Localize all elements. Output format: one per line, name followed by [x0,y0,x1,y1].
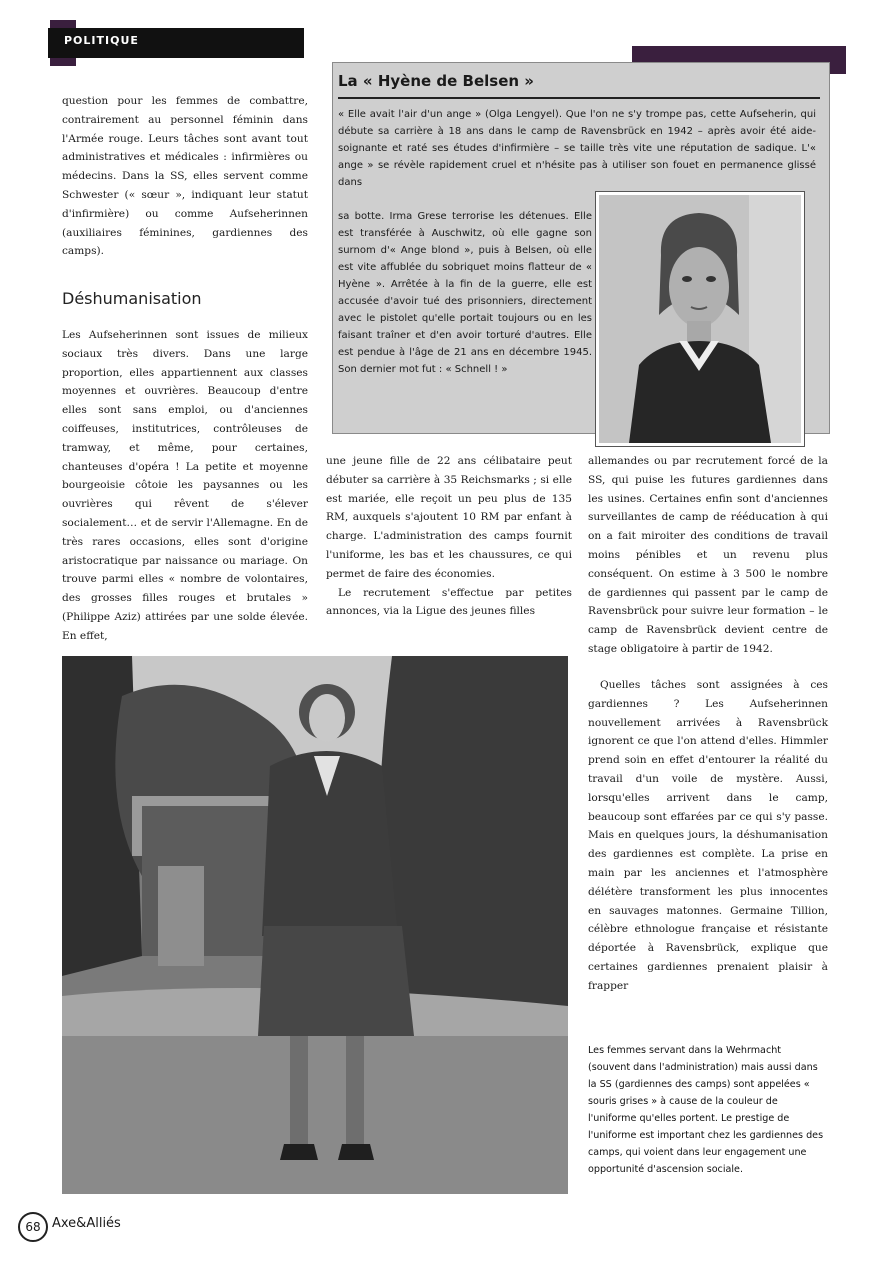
sidebar-title: La « Hyène de Belsen » [338,72,534,90]
section-label: POLITIQUE [64,34,139,47]
portrait-image [599,195,801,443]
magazine-name: Axe&Alliés [52,1216,121,1231]
portrait-photo [596,192,804,446]
section-heading: Déshumanisation [62,289,202,308]
right-column-paragraph-2: Quelles tâches sont assignées à ces gardiennes ? Les Aufseherinnen nouvellement arrivées à Ravensbrück ignorent ce que l'on attend d'elles. Himmler prend soin en effet d'entourer la réalité du travail d'un voile de mystère. Aussi, lorsqu'elles arrivent dans le camp, beaucoup sont effarées par ce qui s'y passe. Mais en quelques jours, la déshumanisation des gardiennes est complète. La prise en main par les anciennes et l'atmosphère délétère transforment les plus innocentes en sauvages matonnes. Germaine Tillion, célèbre ethnologue française et résistante déportée à Ravensbrück, explique que certaines gardiennes prenaient plaisir à frapper [588,679,828,992]
sidebar-text: « Elle avait l'air d'un ange » (Olga Lengyel). Que l'on ne s'y trompe pas, cette Aufseherin, qui débute sa carrière à 18 ans dans le camp de Ravensbrück en 1942 – après avoir été aide-soignante et raté ses études d'infirmière – se taille très vite une réputation de sadique. L'« ange » se révèle rapidement cruel et n'hésite pas à utiliser son fouet en permanence glissé dans [338,109,816,188]
middle-paragraph-2: Le recrutement s'effectue par petites annonces, via la Ligue des jeunes filles [326,586,572,618]
sidebar-title-rule [338,97,820,99]
middle-paragraph-1: une jeune fille de 22 ans célibataire peut débuter sa carrière à 35 Reichsmarks ; si elle est mariée, elle reçoit un peu plus de 135 RM, auxquels s'ajoutent 10 RM par enfant à charge. L'administration des camps fournit l'uniforme, les bas et les chaussures, ce qui permet de faire des économies. [326,455,572,580]
middle-column [326,452,572,621]
main-photo [62,656,568,1194]
main-photo-image [62,656,568,1194]
right-column-paragraph-1: allemandes ou par recrutement forcé de la SS, qui puise les futures gardiennes dans les usines. Certaines enfin sont d'anciennes surveillantes de camp de rééducation à qui on a fait miroiter des conditions de travail moins pénibles et un revenu plus conséquent. On estime à 3 500 le nombre de gardiennes qui passent par le camp de Ravensbrück pour suivre leur formation – le camp de Ravensbrück devient centre de stage obligatoire à partir de 1942. [588,455,828,655]
left-column-body: Les Aufseherinnen sont issues de milieux sociaux très divers. Dans une large proportion, elles appartiennent aux classes moyennes et ouvrières. Beaucoup d'entre elles sont sans emploi, ou d'anciennes coiffeuses, institutrices, contrôleuses de tramway, et même, pour certaines, chanteuses d'opéra ! La petite et moyenne bourgeoisie côtoie les paysannes ou les ouvrières qui rêvent de s'élever socialement… et de servir l'Allemagne. En de très rares occasions, elles sont d'origine aristocratique par naissance ou mariage. On trouve parmi elles « nombre de volontaires, des grosses filles rouges et brutales » (Philippe Aziz) attirées par une solde élevée. En effet, [62,329,308,642]
sidebar-text-continued: sa botte. Irma Grese terrorise les détenues. Elle est transférée à Auschwitz, où elle gagne son surnom d'« Ange blond », puis à Belsen, où elle est vite affublée du sobriquet moins flatteur de « Hyène ». Arrêtée à la fin de la guerre, elle est accusée d'avoir tué des prisonniers, directement avec le pistolet qu'elle portait toujours ou en les faisant traîner et d'en avoir torturé d'autres. Elle est pendue à l'âge de 21 ans en décembre 1945. Son dernier mot fut : « Schnell ! » [338,211,592,375]
page-number: 68 [18,1212,48,1242]
photo-caption: Les femmes servant dans la Wehrmacht (souvent dans l'administration) mais aussi dans la SS (gardiennes des camps) sont appelées « souris grises » à cause de la couleur de l'uniforme qu'elles portent. Le prestige de l'uniforme est important chez les gardiennes des camps, qui voient dans leur engagement une opportunité d'ascension sociale. [588,1045,824,1175]
left-column-intro: question pour les femmes de combattre, contrairement au personnel féminin dans l'Armée rouge. Leurs tâches sont avant tout administratives et médicales : infirmières ou médecins. Dans la SS, elles servent comme Schwester (« sœur », indiquant leur statut d'infirmière) ou comme Aufseherinnen (auxiliaires féminines, gardiennes des camps). [62,95,308,258]
